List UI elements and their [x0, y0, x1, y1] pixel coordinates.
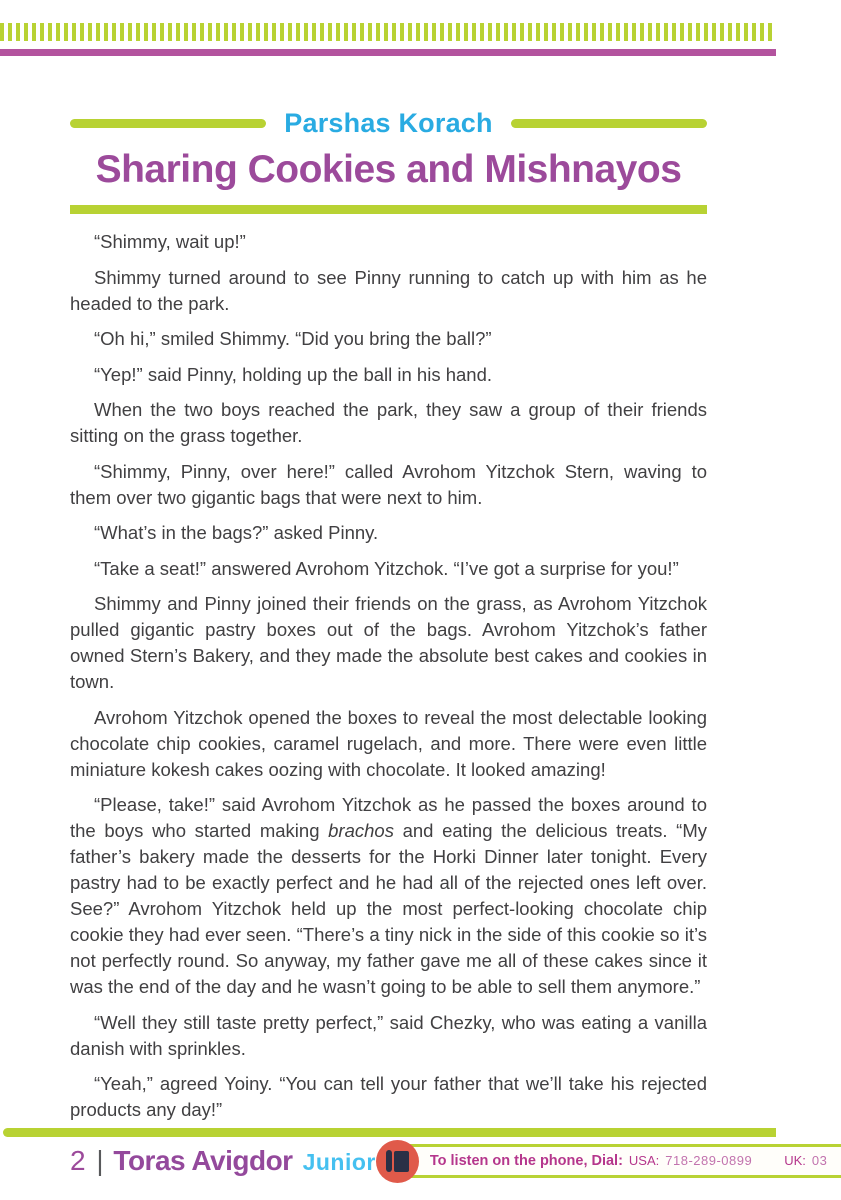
- footer-green-bar: [3, 1128, 776, 1137]
- dial-info-pill: [396, 1144, 841, 1178]
- story-paragraph: “What’s in the bags?” asked Pinny.: [94, 522, 379, 543]
- story-paragraph: When the two boys reached the park, they saw a group of their friends sitting on the grass together.: [70, 399, 707, 446]
- top-magenta-rule: [0, 49, 776, 56]
- story-paragraph: “Shimmy, wait up!”: [94, 231, 246, 252]
- kicker-right-bar: [511, 119, 707, 128]
- page-number: 2: [70, 1145, 86, 1176]
- brand-name: Toras Avigdor: [113, 1145, 293, 1176]
- paragraph-segment: and eating the delicious treats. “My father’s bakery made the desserts for the Horki Dinner later tonight. Every pastry had to be exactly perfect and he had all of the rejected ones left over. See?” Avrohom Yitzchok held up the most perfect-looking chocolate chip cookie they had ever seen. “There’s a tiny nick in the side of this cookie so it’s not perfectly round. So anyway, my father gave me all of these cakes since it was the end of the day and he wasn’t going to be able to sell them anymore.”: [70, 820, 707, 997]
- footer-separator: |: [97, 1145, 102, 1176]
- kicker-left-bar: [70, 119, 266, 128]
- brand-suffix: Junior: [302, 1149, 376, 1175]
- italic-word: brachos: [328, 820, 394, 841]
- phone-keypad-glyph: [394, 1151, 409, 1172]
- phone-icon: [376, 1140, 419, 1183]
- footer: [70, 1139, 828, 1183]
- page-title: Sharing Cookies and Mishnayos: [95, 148, 682, 191]
- story-paragraph: [70, 792, 707, 1000]
- page-header: [70, 108, 707, 214]
- usa-label: USA:: [628, 1153, 660, 1168]
- uk-label: UK:: [784, 1153, 806, 1168]
- story-paragraph: “Shimmy, Pinny, over here!” called Avrohom Yitzchok Stern, waving to them over two gigantic bags that were next to him.: [70, 460, 707, 508]
- title-underline-bar: [70, 205, 707, 214]
- dial-label: To listen on the phone, Dial:: [429, 1153, 623, 1169]
- story-paragraph: Shimmy and Pinny joined their friends on the grass, as Avrohom Yitzchok pulled gigantic pastry boxes out of the bags. Avrohom Yitzchok’s father owned Stern’s Bakery, and they made the absolute best cakes and cookies in town.: [70, 593, 707, 692]
- story-paragraph: Shimmy turned around to see Pinny running to catch up with him as he headed to the park.: [70, 266, 707, 314]
- usa-number: 718-289-0899: [665, 1153, 753, 1168]
- story-paragraph: “Take a seat!” answered Avrohom Yitzchok. “I’ve got a surprise for you!”: [94, 557, 679, 579]
- uk-number: 03: [811, 1153, 828, 1168]
- kicker-row: [70, 108, 707, 139]
- story-paragraph: “Oh hi,” smiled Shimmy. “Did you bring the ball?”: [94, 328, 492, 349]
- story-paragraph: “Well they still taste pretty perfect,” said Chezky, who was eating a vanilla danish with sprinkles.: [70, 1011, 707, 1059]
- top-dashed-border: [0, 23, 776, 41]
- paragraph-segment: “Please, take!” said Avrohom Yitzchok as he passed the boxes around to the boys who started making: [70, 794, 707, 841]
- story-paragraph: Avrohom Yitzchok opened the boxes to reveal the most delectable looking chocolate chip cookies, caramel rugelach, and more. There were even little miniature kokesh cakes oozing with chocolate. It looked amazing!: [70, 706, 707, 780]
- story-body: [70, 229, 707, 1133]
- phone-handset-glyph: [386, 1150, 392, 1172]
- footer-brand: [70, 1145, 376, 1177]
- story-paragraph: “Yeah,” agreed Yoiny. “You can tell your father that we’ll take his rejected products any day!”: [70, 1073, 707, 1120]
- story-paragraph: “Yep!” said Pinny, holding up the ball in his hand.: [94, 363, 493, 385]
- phone-info-box: [376, 1140, 828, 1183]
- parsha-kicker: Parshas Korach: [284, 108, 493, 138]
